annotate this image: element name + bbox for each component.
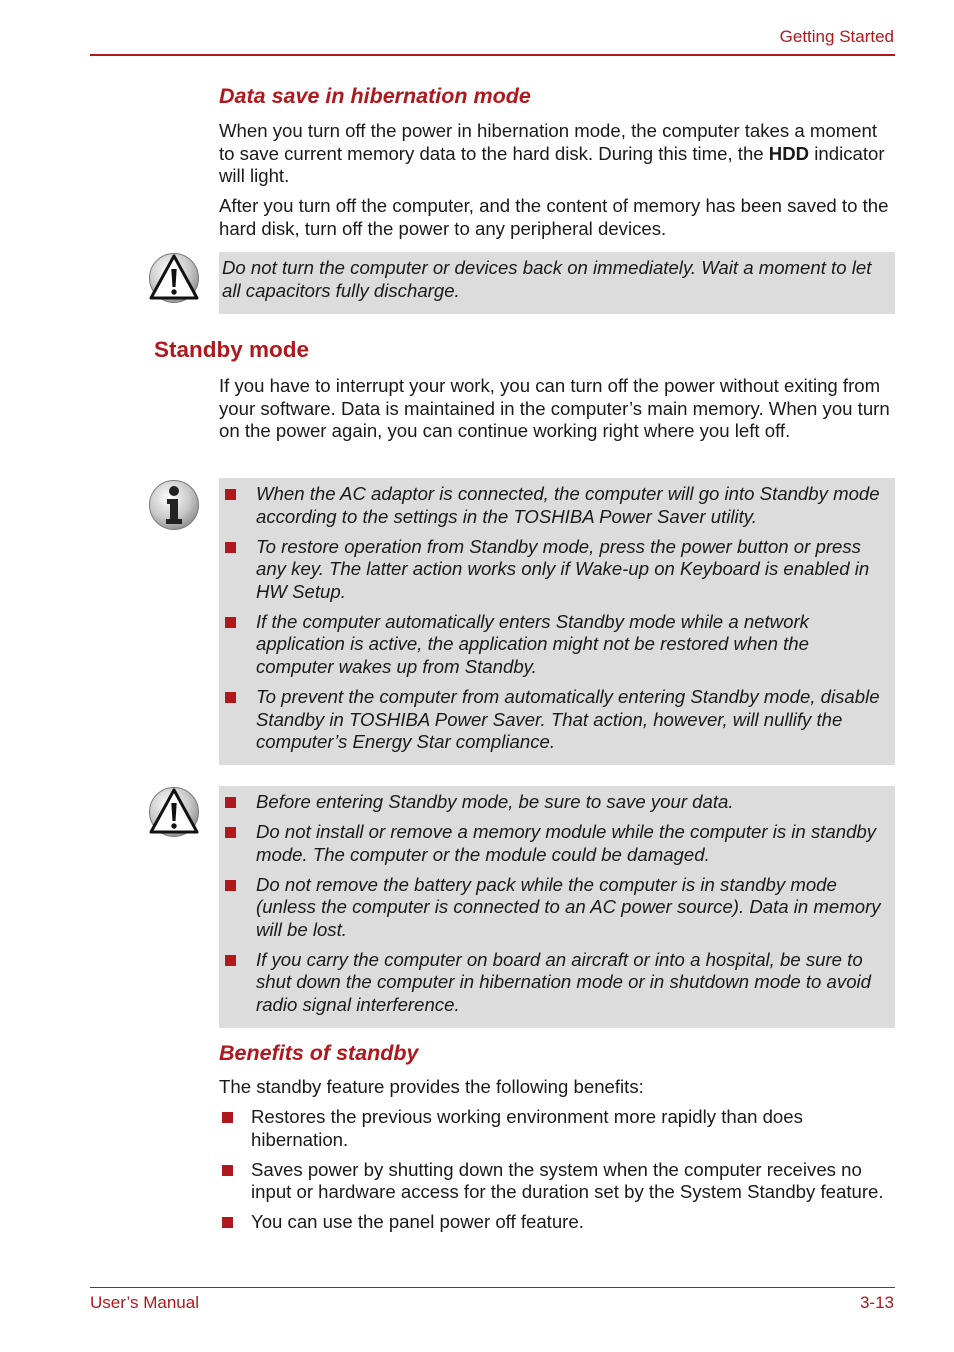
hibernation-paragraph-2: After you turn off the computer, and the content of memory has been saved to the hard disk, turn off the power to any peripheral devices.: [219, 195, 889, 239]
footer-page-number: 3-13: [859, 1293, 894, 1312]
hibernation-paragraph-1: When you turn off the power in hibernation mode, the computer takes a moment to save current memory data to the hard disk. During this time, the HDD indicator will light.: [219, 120, 885, 187]
standby-caution-list: [222, 791, 887, 1017]
standby-caution-box: [219, 786, 895, 1028]
hibernation-caution-box: [219, 252, 895, 314]
standby-paragraph: If you have to interrupt your work, you can turn off the power without exiting from your software. Data is maintained in the computer’s main memory. When you turn on the power again, you can continue working right where you left off.: [219, 375, 890, 442]
bullet-square-icon: [225, 692, 236, 703]
bullet-square-icon: [225, 880, 236, 891]
list-item: To restore operation from Standby mode, press the power button or press any key. The latter action works only if Wake-up on Keyboard is enabled in HW Setup.: [222, 536, 885, 604]
bullet-square-icon: [225, 489, 236, 500]
list-item: Before entering Standby mode, be sure to save your data.: [222, 791, 887, 814]
bullet-square-icon: [225, 827, 236, 838]
benefits-heading: Benefits of standby: [219, 1041, 419, 1065]
hibernation-heading: Data save in hibernation mode: [219, 84, 531, 108]
warning-triangle-icon: [148, 786, 200, 838]
bullet-square-icon: [225, 955, 236, 966]
list-item: If you carry the computer on board an aircraft or into a hospital, be sure to shut down the computer in hibernation mode or in shutdown mode to avoid radio signal interference.: [222, 949, 887, 1017]
benefits-list: [219, 1106, 895, 1241]
list-item: To prevent the computer from automatically entering Standby mode, disable Standby in TOSHIBA Power Saver. That action, however, will nullify the computer’s Energy Star compliance.: [222, 686, 885, 754]
list-item: Restores the previous working environment more rapidly than does hibernation.: [219, 1106, 895, 1151]
bullet-square-icon: [222, 1112, 233, 1123]
hdd-indicator-label: HDD: [768, 142, 810, 164]
warning-triangle-icon: [148, 252, 200, 304]
list-item: If the computer automatically enters Standby mode while a network application is active, the application might not be restored when the computer wakes up from Standby.: [222, 611, 885, 679]
bullet-square-icon: [225, 797, 236, 808]
benefits-intro: The standby feature provides the following benefits:: [219, 1076, 644, 1097]
footer-manual-title: User’s Manual: [90, 1293, 199, 1312]
header-rule: [90, 54, 895, 56]
header-section-title: Getting Started: [779, 27, 894, 46]
list-item: Do not remove the battery pack while the computer is in standby mode (unless the computer is connected to an AC power source). Data in memory will be lost.: [222, 874, 887, 942]
bullet-square-icon: [225, 617, 236, 628]
bullet-square-icon: [222, 1165, 233, 1176]
list-item: When the AC adaptor is connected, the computer will go into Standby mode according to the settings in the TOSHIBA Power Saver utility.: [222, 483, 885, 528]
info-icon: [148, 479, 200, 531]
standby-note-box: [219, 478, 895, 765]
bullet-square-icon: [222, 1217, 233, 1228]
standby-note-list: [222, 483, 885, 754]
footer-rule: [90, 1287, 895, 1288]
list-item: Do not install or remove a memory module while the computer is in standby mode. The computer or the module could be damaged.: [222, 821, 887, 866]
hibernation-caution-text: Do not turn the computer or devices back on immediately. Wait a moment to let all capacitors fully discharge.: [222, 257, 872, 301]
standby-heading: Standby mode: [154, 337, 310, 362]
list-item: You can use the panel power off feature.: [219, 1211, 895, 1234]
bullet-square-icon: [225, 542, 236, 553]
list-item: Saves power by shutting down the system when the computer receives no input or hardware access for the duration set by the System Standby feature.: [219, 1159, 895, 1204]
